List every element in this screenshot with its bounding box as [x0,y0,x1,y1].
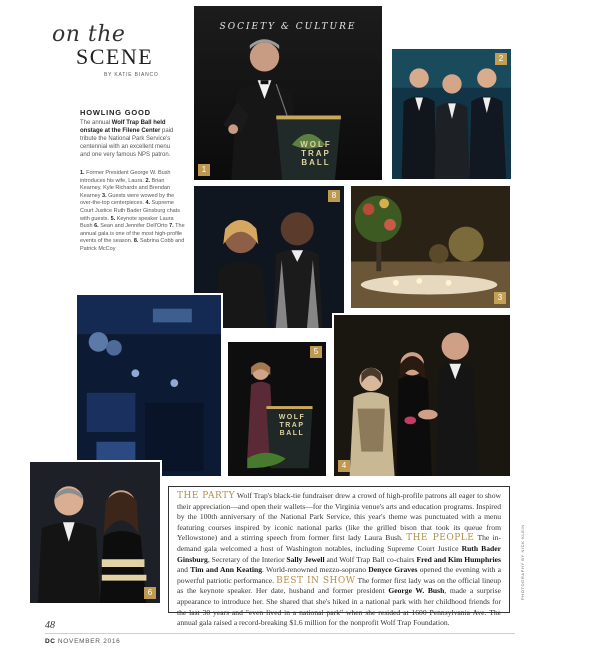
section-head-people: THE PEOPLE [406,533,475,544]
caption-number: 3. [102,192,107,199]
photo-number: 6 [144,587,156,599]
photo-number: 5 [310,346,322,358]
caption-text: Guests were wowed by the over-the-top centerpieces. [80,192,175,207]
story-best: , made a surprise appearance to introduce her. She shared that she's hiked in a national park with her childhood friends for the last 30 years and "even lived in a national park" when she resided at 1600 Pennsylvania Ave. The annual gala raised a record-breaking $1.6 million for the nonprofit Wolf Trap Foundation. [177,586,501,628]
story-text [177,491,501,629]
podium-logo-text: WOLF TRAP BALL [300,140,332,167]
banner-society-culture: SOCIETY & CULTURE [219,22,357,32]
footer [45,638,120,645]
podium-logo-text: WOLF TRAP BALL [278,414,306,437]
caption-text: Former President George W. Bush introduces his wife, Laura. [80,170,171,184]
caption-number: 5. [110,215,116,222]
footer-rule [45,633,515,634]
photo-credit: PHOTOGRAPHY BY NICK KLEIN [520,524,525,600]
caption-number: 4. [145,200,151,207]
header-on-the: on the [52,22,126,47]
story-people: and Wolf Trap Ball co-chairs [324,554,417,564]
story-people: . World-renowned mezzo-soprano [262,565,369,575]
caption-text: The annual gala is one of the most high-profile events of the season. [80,223,185,245]
header-scene: SCENE [76,44,154,69]
story-people: and [177,565,191,575]
photo-number: 1 [198,164,210,176]
name-highlight: Sally Jewell [286,554,325,564]
photo-three-men [390,47,513,181]
caption-number: 1. [80,170,85,176]
story-people: opened the evening with a powerful patriotic performance. [177,565,501,585]
photo-number: 8 [328,190,340,202]
intro-bold: Wolf Trap Ball held onstage at the Filene Center [80,120,166,134]
story-box [168,486,510,628]
caption-text: Keynote speaker Laura Bush [80,215,174,230]
footer-issue: NOVEMBER 2016 [55,638,121,645]
caption-number: 2. [145,177,151,184]
photo-number: 3 [494,292,506,304]
sidebar-intro [80,119,180,159]
caption-number: 6. [94,223,99,230]
photo-centerpieces [349,184,512,310]
story-best: The former first lady was on the official lineup as the keynote speaker. Her date, husband and former president [177,575,501,596]
byline: BY KATIE BIANCO [104,72,159,78]
page-number: 48 [45,620,55,631]
caption-text: Sabrina Cobb and Patrick McCoy [80,238,185,252]
section-head-party: THE PARTY [177,491,236,501]
photo-number: 4 [338,460,350,472]
caption-number: 8. [133,238,139,245]
name-highlight: Ruth Bader Ginsburg [177,543,502,564]
intro-text: The annual [80,120,112,126]
sidebar-heading: HOWLING GOOD [80,108,151,117]
photo-gala-crowd [75,293,223,478]
footer-brand: DC [45,638,56,645]
caption-number: 7. [169,223,174,230]
caption-text: Sean and Jennifer Dell'Orto [98,223,170,230]
caption-text: Supreme Court Justice Ruth Bader Ginsburg chats with guests. [80,200,180,222]
photo-dellorto-couple [28,460,162,605]
story-people: The in-demand gala welcomed a host of Washington notables, including Supreme Court Justice [177,533,501,553]
photo-laura-bush [226,340,328,478]
name-highlight: George W. Bush [388,586,445,596]
name-highlight: Fred and Kim Humphries [416,554,501,564]
name-highlight: Tim and Ann Keating [190,565,262,575]
intro-text: paid tribute the National Park Service's centennial with an excellent menu and one very famous NPS patron. [80,128,174,158]
section-head-best: BEST IN SHOW [276,575,356,586]
story-party: Wolf Trap's black-tie fundraiser drew a crowd of high-profile patrons all eager to show their appreciation—and open their wallets—for the Virginia venue's arts and education programs. Inspired by the 100th anniversary of the National Park Service, this year's theme was punctuated with a menu featuring courses inspired by iconic national parks (like the grilled bison that took its queue from Yellowstone) and a stirring speech from former first lady Laura Bush. [177,491,501,543]
name-highlight: Denyce Graves [368,565,418,575]
caption-text: Brian Kearney, Kyle Richards and Brendan Kearney [80,177,171,199]
photo-bush-podium [192,4,384,182]
photo-number: 2 [495,53,507,65]
photo-captions [80,170,185,254]
story-people: , Secretary of the Interior [207,554,287,564]
photo-ginsburg-handshake [332,313,512,478]
